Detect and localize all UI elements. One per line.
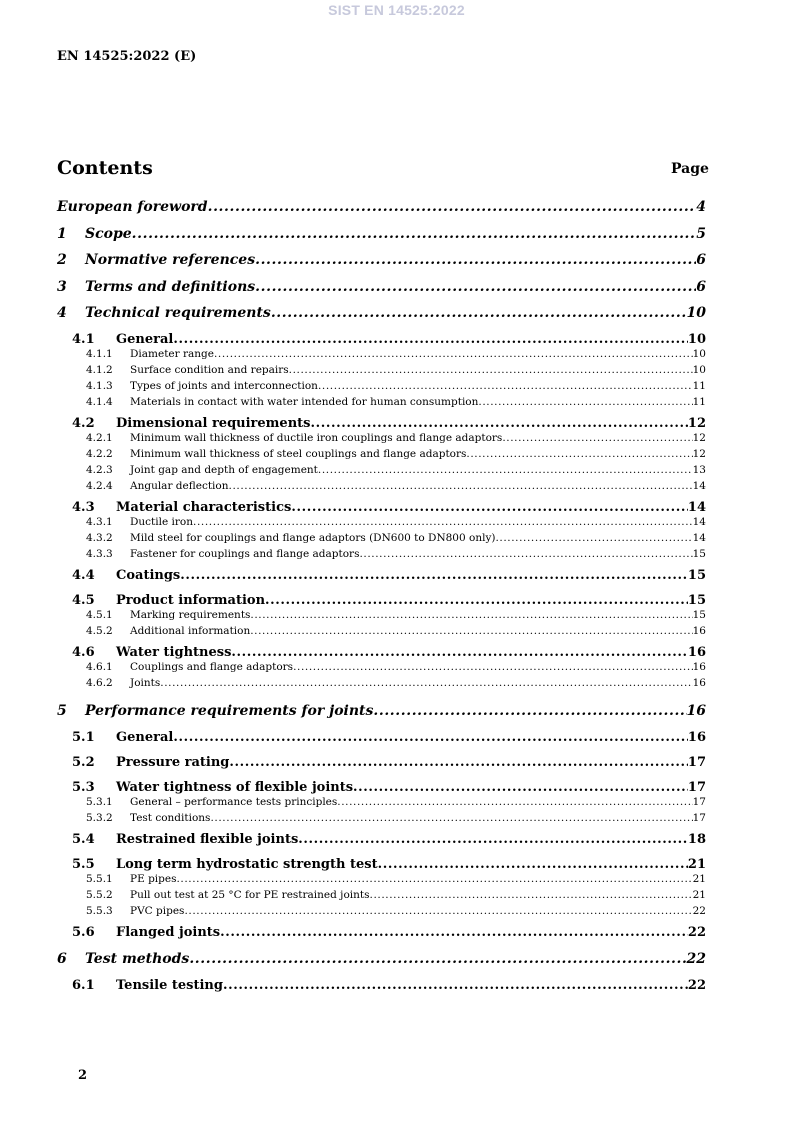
- toc-entry[interactable]: [0, 873, 706, 885]
- toc-entry-number: 4.2.1: [86, 431, 113, 444]
- toc-entry[interactable]: [0, 226, 706, 242]
- toc-entry[interactable]: [0, 925, 706, 940]
- toc-entry[interactable]: [0, 857, 706, 872]
- toc-entry-number: 4.5.1: [86, 608, 113, 621]
- toc-dot-leader: [180, 568, 688, 583]
- toc-entry-page: 16: [692, 624, 706, 637]
- toc-entry-page: 22: [687, 977, 706, 993]
- toc-entry-page: 4: [696, 199, 706, 215]
- toc-entry-number: 3: [57, 278, 67, 295]
- toc-entry[interactable]: [0, 532, 706, 544]
- toc-entry-number: 5.5.2: [86, 888, 113, 901]
- toc-entry-title: Long term hydrostatic strength test: [116, 856, 378, 872]
- toc-entry-page: 14: [692, 479, 706, 492]
- toc-entry[interactable]: [0, 305, 706, 321]
- toc-entry-number: 4.2.4: [86, 479, 113, 492]
- toc-dot-leader: [214, 348, 693, 360]
- toc-entry[interactable]: [0, 432, 706, 444]
- toc-entry[interactable]: [0, 609, 706, 621]
- toc-entry-number: 4.1.2: [86, 363, 113, 376]
- toc-entry[interactable]: [0, 812, 706, 824]
- toc-entry[interactable]: [0, 730, 706, 745]
- toc-entry[interactable]: [0, 832, 706, 847]
- toc-entry-number: 4.3.1: [86, 515, 113, 528]
- toc-dot-leader: [353, 780, 688, 795]
- toc-entry-page: 17: [687, 754, 706, 770]
- toc-dot-leader: [370, 889, 693, 901]
- toc-entry-title: Test methods: [85, 951, 190, 967]
- toc-entry[interactable]: [0, 889, 706, 901]
- toc-entry-page: 16: [687, 644, 706, 660]
- toc-entry-number: 4.3.2: [86, 531, 113, 544]
- toc-entry-page: 21: [692, 872, 706, 885]
- toc-dot-leader: [359, 548, 692, 560]
- toc-dot-leader: [298, 832, 688, 847]
- toc-entry[interactable]: [0, 645, 706, 660]
- toc-dot-leader: [184, 905, 692, 917]
- toc-entry-title: European foreword: [57, 199, 208, 215]
- toc-entry-page: 17: [692, 811, 706, 824]
- toc-entry-page: 17: [692, 795, 706, 808]
- toc-entry[interactable]: [0, 625, 706, 637]
- toc-entry-page: 15: [692, 608, 706, 621]
- document-id-header: EN 14525:2022 (E): [57, 49, 197, 64]
- toc-entry-title: Additional information: [130, 624, 251, 637]
- toc-entry-number: 5.3: [72, 779, 95, 795]
- toc-entry-title: Material characteristics: [116, 499, 292, 515]
- toc-entry-page: 12: [692, 447, 706, 460]
- toc-entry-title: PE pipes: [130, 872, 177, 885]
- toc-entry-number: 4.1: [72, 331, 95, 347]
- toc-entry-page: 14: [692, 531, 706, 544]
- toc-dot-leader: [318, 380, 693, 392]
- toc-entry-page: 15: [692, 547, 706, 560]
- toc-entry-title: General: [116, 331, 174, 347]
- toc-entry-page: 17: [687, 779, 706, 795]
- toc-entry-title: General – performance tests principles: [130, 795, 338, 808]
- toc-dot-leader: [255, 252, 696, 268]
- toc-dot-leader: [210, 812, 692, 824]
- toc-dot-leader: [189, 951, 686, 967]
- toc-entry-title: Restrained flexible joints: [116, 831, 299, 847]
- toc-dot-leader: [173, 332, 688, 347]
- toc-dot-leader: [478, 396, 692, 408]
- toc-entry-page: 12: [687, 415, 706, 431]
- toc-entry-title: Technical requirements: [85, 305, 271, 321]
- toc-dot-leader: [310, 416, 687, 431]
- toc-dot-leader: [208, 199, 697, 215]
- toc-dot-leader: [293, 661, 693, 673]
- toc-entry-page: 10: [692, 363, 706, 376]
- toc-entry-title: Ductile iron: [130, 515, 194, 528]
- toc-entry[interactable]: [0, 661, 706, 673]
- toc-entry-title: Types of joints and interconnection: [130, 379, 318, 392]
- toc-entry-page: 13: [692, 463, 706, 476]
- toc-entry-page: 21: [692, 888, 706, 901]
- toc-dot-leader: [318, 464, 693, 476]
- toc-dot-leader: [466, 448, 692, 460]
- toc-entry-number: 5.5.3: [86, 904, 113, 917]
- toc-entry-number: 4.6.2: [86, 676, 113, 689]
- toc-entry-page: 15: [687, 592, 706, 608]
- toc-entry-page: 5: [696, 225, 706, 242]
- toc-entry-number: 4.5: [72, 592, 95, 608]
- toc-entry-title: Flanged joints: [116, 924, 221, 940]
- toc-entry-page: 16: [692, 660, 706, 673]
- toc-entry-number: 5.4: [72, 831, 95, 847]
- toc-entry-page: 16: [686, 703, 706, 719]
- toc-entry[interactable]: [0, 548, 706, 560]
- toc-entry[interactable]: [0, 516, 706, 528]
- toc-dot-leader: [495, 532, 692, 544]
- toc-dot-leader: [373, 703, 686, 719]
- toc-entry-title: Performance requirements for joints: [85, 703, 374, 719]
- toc-entry-number: 4.2.2: [86, 447, 113, 460]
- toc-entry-title: Tensile testing: [116, 977, 223, 993]
- contents-title: Contents: [57, 157, 153, 179]
- toc-entry-title: Terms and definitions: [85, 278, 256, 295]
- toc-dot-leader: [502, 432, 692, 444]
- toc-dot-leader: [250, 625, 692, 637]
- toc-entry[interactable]: [0, 677, 706, 689]
- toc-dot-leader: [132, 226, 697, 242]
- toc-dot-leader: [173, 730, 688, 745]
- toc-entry-page: 11: [692, 379, 706, 392]
- toc-dot-leader: [160, 677, 692, 689]
- toc-entry-page: 22: [686, 951, 706, 967]
- toc-entry-page: 10: [687, 331, 706, 347]
- toc-entry[interactable]: [0, 448, 706, 460]
- toc-entry-title: Couplings and flange adaptors: [130, 660, 294, 673]
- toc-entry-number: 4.3.3: [86, 547, 113, 560]
- toc-entry[interactable]: [0, 364, 706, 376]
- toc-entry-number: 5.6: [72, 924, 95, 940]
- toc-entry-page: 11: [692, 395, 706, 408]
- toc-entry-page: 6: [696, 252, 706, 268]
- toc-dot-leader: [271, 305, 687, 321]
- toc-entry-title: Joint gap and depth of engagement: [130, 463, 318, 476]
- toc-entry[interactable]: [0, 348, 706, 360]
- toc-entry-title: Dimensional requirements: [116, 415, 311, 431]
- toc-entry[interactable]: [0, 951, 706, 967]
- toc-entry-title: PVC pipes: [130, 904, 185, 917]
- toc-entry-number: 4.4: [72, 567, 95, 583]
- toc-entry-number: 4.1.1: [86, 347, 113, 360]
- toc-dot-leader: [291, 500, 688, 515]
- toc-entry[interactable]: [0, 380, 706, 392]
- toc-entry-title: Minimum wall thickness of steel couplings and flange adaptors: [130, 447, 467, 460]
- toc-entry-page: 18: [687, 831, 706, 847]
- toc-entry-page: 12: [692, 431, 706, 444]
- toc-entry-number: 5.3.1: [86, 795, 113, 808]
- toc-entry[interactable]: [0, 978, 706, 993]
- toc-entry-title: Water tightness of flexible joints: [116, 779, 354, 795]
- toc-entry-number: 4.6.1: [86, 660, 113, 673]
- toc-entry[interactable]: [0, 703, 706, 719]
- toc-entry-number: 5.5: [72, 856, 95, 872]
- toc-entry[interactable]: [0, 780, 706, 795]
- toc-entry[interactable]: [0, 905, 706, 917]
- toc-entry-number: 5.1: [72, 729, 95, 745]
- toc-entry[interactable]: [0, 396, 706, 408]
- page-column-heading: Page: [671, 161, 709, 177]
- toc-entry[interactable]: [0, 796, 706, 808]
- toc-entry-page: 16: [687, 729, 706, 745]
- toc-entry-number: 4.5.2: [86, 624, 113, 637]
- toc-entry-page: 14: [692, 515, 706, 528]
- toc-dot-leader: [289, 364, 693, 376]
- toc-entry[interactable]: [0, 416, 706, 431]
- toc-entry-page: 16: [692, 676, 706, 689]
- toc-entry-number: 4: [57, 305, 67, 321]
- toc-entry[interactable]: [0, 464, 706, 476]
- toc-entry-page: 6: [696, 278, 706, 295]
- toc-entry-title: Marking requirements: [130, 608, 251, 621]
- toc-entry-title: Water tightness: [116, 644, 232, 660]
- watermark: SIST EN 14525:2022: [328, 2, 465, 18]
- toc-entry[interactable]: [0, 593, 706, 608]
- toc-entry-title: Scope: [85, 225, 132, 242]
- toc-entry-number: 5: [57, 703, 67, 719]
- toc-entry-title: Angular deflection: [130, 479, 229, 492]
- toc-dot-leader: [176, 873, 692, 885]
- toc-entry-number: 2: [57, 252, 67, 268]
- toc-entry-page: 10: [692, 347, 706, 360]
- toc-entry[interactable]: [0, 199, 706, 215]
- toc-entry-title: Joints: [130, 676, 161, 689]
- toc-entry-number: 4.1.4: [86, 395, 113, 408]
- toc-entry-title: Pressure rating: [116, 754, 230, 770]
- toc-entry-number: 6: [57, 951, 67, 967]
- toc-entry-number: 6.1: [72, 977, 95, 993]
- toc-entry-title: Product information: [116, 592, 266, 608]
- toc-entry-number: 4.1.3: [86, 379, 113, 392]
- toc-entry-title: Fastener for couplings and flange adaptors: [130, 547, 360, 560]
- toc-entry[interactable]: [0, 500, 706, 515]
- toc-dot-leader: [231, 645, 688, 660]
- toc-entry-title: General: [116, 729, 174, 745]
- toc-entry-number: 4.2.3: [86, 463, 113, 476]
- toc-entry-page: 10: [686, 305, 706, 321]
- toc-entry-page: 15: [687, 567, 706, 583]
- toc-entry-page: 21: [687, 856, 706, 872]
- toc-entry-number: 5.2: [72, 754, 95, 770]
- toc-entry-number: 1: [57, 225, 67, 242]
- page-number: 2: [78, 1068, 88, 1083]
- toc-entry[interactable]: [0, 755, 706, 770]
- toc-dot-leader: [255, 279, 696, 295]
- toc-dot-leader: [250, 609, 692, 621]
- toc-entry-title: Normative references: [85, 252, 256, 268]
- toc-dot-leader: [193, 516, 693, 528]
- toc-entry-title: Materials in contact with water intended for human consumption: [130, 395, 479, 408]
- toc-entry-title: Pull out test at 25 °C for PE restrained joints: [130, 888, 370, 901]
- toc-dot-leader: [378, 857, 688, 872]
- toc-dot-leader: [265, 593, 688, 608]
- toc-entry[interactable]: [0, 279, 706, 295]
- toc-entry-page: 22: [687, 924, 706, 940]
- toc-entry[interactable]: [0, 568, 706, 583]
- toc-entry-number: 4.2: [72, 415, 95, 431]
- toc-entry-title: Mild steel for couplings and flange adaptors (DN600 to DN800 only): [130, 531, 496, 544]
- toc-entry-number: 4.3: [72, 499, 95, 515]
- toc-entry[interactable]: [0, 252, 706, 268]
- toc-entry[interactable]: [0, 480, 706, 492]
- toc-entry-title: Minimum wall thickness of ductile iron couplings and flange adaptors: [130, 431, 503, 444]
- toc-dot-leader: [223, 978, 688, 993]
- toc-entry-number: 5.5.1: [86, 872, 113, 885]
- toc-dot-leader: [220, 925, 688, 940]
- toc-entry-number: 5.3.2: [86, 811, 113, 824]
- toc-dot-leader: [337, 796, 692, 808]
- toc-entry-title: Test conditions: [130, 811, 211, 824]
- toc-dot-leader: [229, 480, 693, 492]
- toc-entry-title: Surface condition and repairs: [130, 363, 289, 376]
- toc-dot-leader: [229, 755, 688, 770]
- toc-entry-page: 14: [687, 499, 706, 515]
- toc-entry-number: 4.6: [72, 644, 95, 660]
- toc-entry-page: 22: [692, 904, 706, 917]
- toc-entry-title: Diameter range: [130, 347, 214, 360]
- toc-entry-title: Coatings: [116, 567, 181, 583]
- toc-entry[interactable]: [0, 332, 706, 347]
